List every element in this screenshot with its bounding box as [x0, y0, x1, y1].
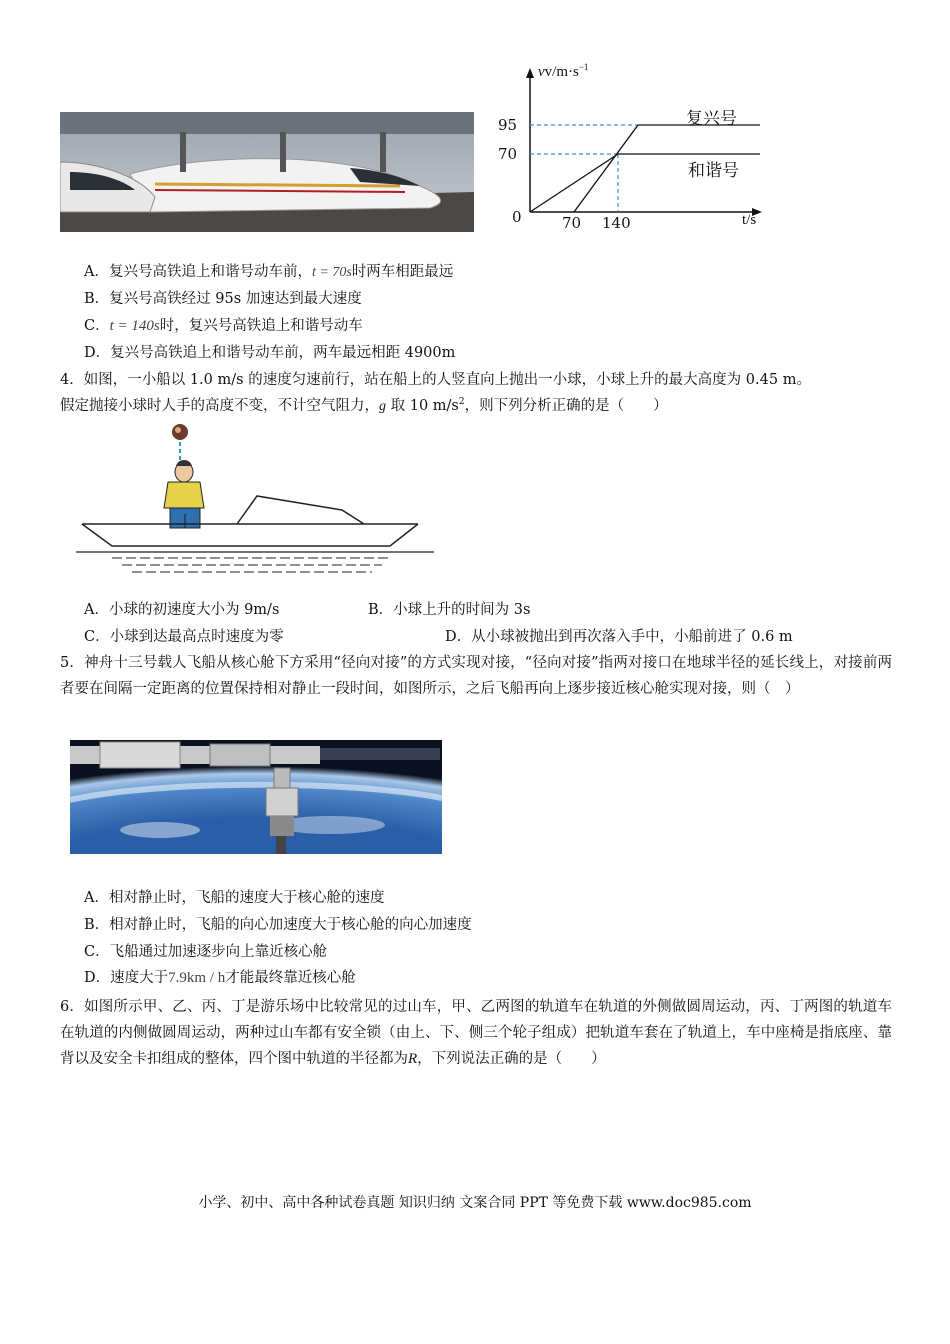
q5-option-b: B．相对静止时，飞船的向心加速度大于核心舱的向心加速度: [84, 917, 472, 933]
graph-x-tick-70: 70: [562, 214, 582, 232]
q5-option-a: A．相对静止时，飞船的速度大于核心舱的速度: [84, 890, 385, 906]
q4-stem-line2: 假定抛接小球时人手的高度不变，不计空气阻力，g 取 10 $m/s^2$，则下列分析正确的是（ ）: [60, 397, 668, 414]
q4-option-b: B．小球上升的时间为 3s: [368, 602, 531, 618]
q3-option-d: D．复兴号高铁追上和谐号动车前，两车最远相距 4900m: [84, 345, 456, 361]
q4-option-d: D．从小球被抛出到再次落入手中，小船前进了 0.6 m: [445, 629, 793, 645]
q5-option-c: C．飞船通过加速逐步向上靠近核心舱: [84, 944, 328, 960]
q3-option-b: B．复兴号高铁经过 95s 加速达到最大速度: [84, 291, 362, 307]
q4-stem-line1: 4．如图，一小船以 1.0 m/s 的速度匀速前行，站在船上的人竖直向上抛出一小球，小球上升的最大高度为 0.45 m。: [60, 372, 811, 388]
train-photo: [60, 112, 474, 232]
graph-x-tick-140: 140: [602, 214, 631, 232]
q5-stem: 5．神舟十三号载人飞船从核心舱下方采用“径向对接”的方式实现对接，“径向对接”指两对接口在地球半径的延长线上，对接前两者要在间隔一定距离的位置保持相对静止一段时间，如图所示，之后飞船再向上逐步接近核心舱实现对接，则（ ）: [60, 655, 892, 697]
velocity-time-graph: [490, 60, 790, 240]
q5-option-d: D．速度大于7.9km / h才能最终靠近核心舱: [84, 970, 356, 986]
space-station-photo: [70, 740, 442, 854]
q3-option-a: A．复兴号高铁追上和谐号动车前，t = 70s时两车相距最远: [84, 264, 454, 280]
graph-line-label-hexie: 和谐号: [688, 161, 739, 181]
q6-stem: 6．如图所示甲、乙、丙、丁是游乐场中比较常见的过山车，甲、乙两图的轨道车在轨道的外侧做圆周运动，丙、丁两图的轨道车在轨道的内侧做圆周运动，两种过山车都有安全锁（由上、下、侧三个轮子组成）把轨道车套在了轨道上，车中座椅是指底座、靠背以及安全卡扣组成的整体，四个图中轨道的半径都为R，下列说法正确的是（ ）: [60, 999, 892, 1067]
graph-line-label-fuxing: 复兴号: [686, 109, 737, 129]
graph-origin: 0: [512, 208, 522, 226]
page-footer: 小学、初中、高中各种试卷真题 知识归纳 文案合同 PPT 等免费下载 www.doc985.com: [198, 1195, 752, 1211]
graph-y-tick-70: 70: [498, 145, 518, 163]
graph-x-axis-label: t/s: [742, 212, 757, 228]
graph-y-axis-label: $vv/m\cdot s^{-1}$: [538, 62, 589, 80]
graph-y-tick-95: 95: [498, 116, 518, 134]
q4-option-a: A．小球的初速度大小为 9m/s: [84, 602, 280, 618]
q3-option-c: C．t = 140s时，复兴号高铁追上和谐号动车: [84, 318, 363, 334]
q4-option-c: C．小球到达最高点时速度为零: [84, 629, 284, 645]
boat-figure: [72, 420, 438, 585]
